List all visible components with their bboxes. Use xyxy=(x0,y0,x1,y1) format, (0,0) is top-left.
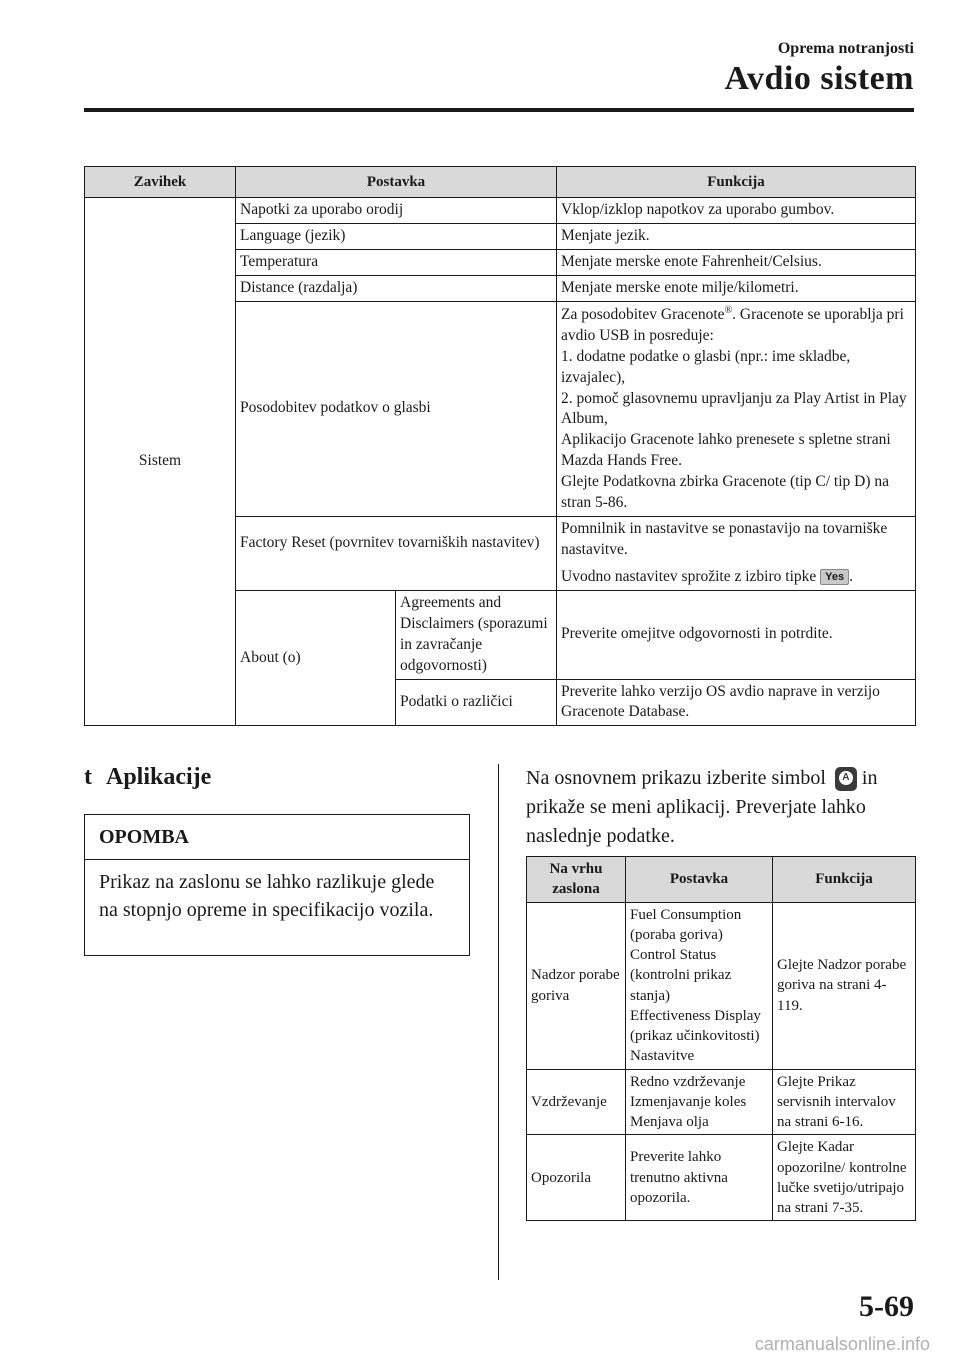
list-item: Control Status (kontrolni prikaz stanja) xyxy=(630,947,732,1004)
function-cell: Vklop/izklop napotkov za uporabo gumbov. xyxy=(557,198,916,224)
table-row xyxy=(527,902,916,1069)
table-header-cell: Funkcija xyxy=(773,857,916,903)
table-header-cell: Na vrhu zaslona xyxy=(527,857,626,903)
table-header-cell: Postavka xyxy=(236,167,557,198)
item-cell: Distance (razdalja) xyxy=(236,275,557,301)
apps-table xyxy=(526,856,916,1221)
item-cell xyxy=(626,1069,773,1135)
section-bullet: t xyxy=(84,764,92,790)
function-cell xyxy=(557,517,916,591)
intro-text-part: in prikaže se meni aplikacij. Preverjate lahko naslednje podatke. xyxy=(526,767,878,847)
function-cell: Glejte Nadzor porabe goriva na strani 4-119. xyxy=(773,902,916,1069)
section-heading xyxy=(84,764,211,791)
item-cell: Factory Reset (povrnitev tovarniških nastavitev) xyxy=(236,517,557,591)
function-text: 2. pomoč glasovnemu upravljanju za Play Artist in Play Album, xyxy=(561,389,907,428)
table-row xyxy=(527,1135,916,1221)
function-text: 1. dodatne podatke o glasbi (npr.: ime skladbe, izvajalec), xyxy=(561,347,851,386)
subitem-cell: Podatki o različici xyxy=(396,679,557,726)
list-item: Redno vzdrževanje xyxy=(630,1073,746,1090)
item-cell: Napotki za uporabo orodij xyxy=(236,198,557,224)
top-cell: Opozorila xyxy=(527,1135,626,1221)
item-cell: Posodobitev podatkov o glasbi xyxy=(236,301,557,516)
function-text-part: . xyxy=(849,567,853,585)
table-header-cell: Zavihek xyxy=(85,167,236,198)
section-title: Aplikacije xyxy=(106,764,212,790)
table-header-row xyxy=(527,857,916,903)
list-item: Effectiveness Display (prikaz učinkovitosti) xyxy=(630,1007,761,1044)
registered-mark: ® xyxy=(724,304,733,316)
function-cell: Menjate jezik. xyxy=(557,223,916,249)
function-cell: Menjate merske enote milje/kilometri. xyxy=(557,275,916,301)
list-item: Fuel Consumption (poraba goriva) xyxy=(630,906,742,943)
function-text xyxy=(561,567,853,588)
function-text: Pomnilnik in nastavitve se ponastavijo na tovarniške nastavitve. xyxy=(561,520,888,558)
table-row xyxy=(85,198,916,224)
table-header-cell: Postavka xyxy=(626,857,773,903)
note-title: OPOMBA xyxy=(85,815,469,860)
list-item: Nastavitve xyxy=(630,1048,695,1065)
function-cell: Preverite omejitve odgovornosti in potrdite. xyxy=(557,590,916,679)
table-header-row xyxy=(85,167,916,198)
subitem-cell: Agreements and Disclaimers (sporazumi in zavračanje odgovornosti) xyxy=(396,590,557,679)
item-cell: Language (jezik) xyxy=(236,223,557,249)
intro-text-part: Na osnovnem prikazu izberite simbol xyxy=(526,767,826,789)
top-cell: Nadzor porabe goriva xyxy=(527,902,626,1069)
note-text: Prikaz na zaslonu se lahko razlikuje glede na stopnjo opreme in specifikacijo vozila. xyxy=(99,871,435,921)
item-cell: About (o) xyxy=(236,590,396,726)
list-item: Preverite lahko trenutno aktivna opozorila. xyxy=(630,1149,728,1206)
function-text: Aplikacijo Gracenote lahko prenesete s spletne strani Mazda Hands Free. xyxy=(561,431,891,470)
table-row xyxy=(527,1069,916,1135)
function-text: Glejte Podatkovna zbirka Gracenote (tip C/ tip D) na stran 5-86. xyxy=(561,473,889,512)
function-cell: Glejte Kadar opozorilne/ kontrolne lučke svetijo/utripajo na strani 7-35. xyxy=(773,1135,916,1221)
note-box xyxy=(84,814,470,956)
function-text: Za posodobitev Gracenote xyxy=(561,305,725,323)
item-cell xyxy=(626,1135,773,1221)
page-number: 5-69 xyxy=(859,1290,914,1323)
item-cell: Temperatura xyxy=(236,249,557,275)
list-item: Menjava olja xyxy=(630,1114,709,1130)
top-cell: Vzdrževanje xyxy=(527,1069,626,1135)
applications-icon xyxy=(835,767,857,791)
function-cell xyxy=(557,301,916,516)
table-header-cell: Funkcija xyxy=(557,167,916,198)
function-cell: Preverite lahko verzijo OS avdio naprave in verzijo Gracenote Database. xyxy=(557,679,916,726)
list-item: Izmenjavanje koles xyxy=(630,1093,747,1110)
column-divider xyxy=(498,764,499,1280)
function-cell: Glejte Prikaz servisnih intervalov na strani 6-16. xyxy=(773,1069,916,1135)
settings-table xyxy=(84,166,916,726)
tab-cell: Sistem xyxy=(85,198,236,726)
header-rule xyxy=(84,108,914,112)
watermark: carmanualsonline.info xyxy=(754,1334,930,1354)
header-section-label: Oprema notranjosti xyxy=(777,40,914,57)
intro-text xyxy=(526,764,916,851)
function-cell: Menjate merske enote Fahrenheit/Celsius. xyxy=(557,249,916,275)
page-title: Avdio sistem xyxy=(724,60,914,97)
function-text-part: Uvodno nastavitev sprožite z izbiro tipke xyxy=(561,567,817,585)
item-cell xyxy=(626,902,773,1069)
function-text: . Gracenote se uporablja pri avdio USB in posreduje: xyxy=(561,305,904,344)
yes-key-icon: Yes xyxy=(820,569,849,585)
